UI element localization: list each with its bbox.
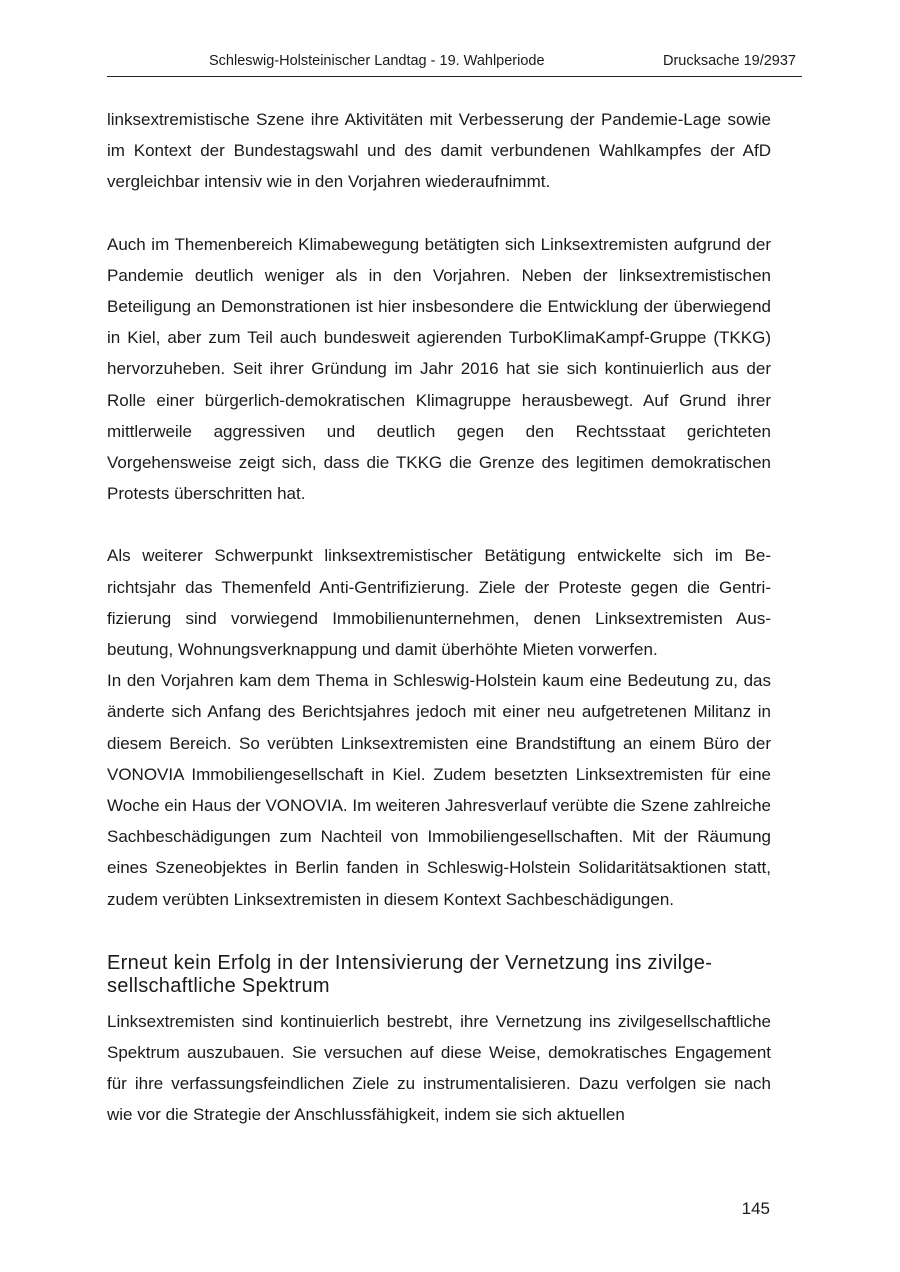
- paragraph: In den Vorjahren kam dem Thema in Schleswig-Holstein kaum eine Bedeutung zu, das änderte sich Anfang des Berichtsjahres jedoch mit einer neu aufgetretenen Militanz in diesem Bereich. So verübten Linksextremisten eine Brandstiftung an einem Büro der VONOVIA Immobiliengesellschaft in Kiel. Zudem besetzten Linksextremisten für eine Woche ein Haus der VONOVIA. Im weiteren Jahresverlauf verübte die Szene zahlreiche Sachbeschädigungen zum Nachteil von Immobiliengesellschaften. Mit der Räumung eines Szeneobjektes in Berlin fanden in Schleswig-Holstein Solidaritätsaktionen statt, zudem verübten Linksextremisten in diesem Kontext Sachbeschädigungen.: [107, 671, 771, 909]
- paragraph: Als weiterer Schwerpunkt linksextremistischer Betätigung entwickelte sich im Berichtsjahr das Themenfeld Anti-Gentrifizierung. Ziele der Proteste gegen die Gentrifizierung sind vorwiegend Immobilienunternehmen, denen Linksextremisten Ausbeutung, Wohnungsverknappung und damit überhöhte Mieten vorwerfen.: [107, 546, 771, 660]
- document-number: Drucksache 19/2937: [663, 53, 796, 69]
- paragraph: Linksextremisten sind kontinuierlich bestrebt, ihre Vernetzung ins zivilgesellschaftliche Spektrum auszubauen. Sie versuchen auf diese Weise, demokratisches Engagement für ihre verfassungsfeindlichen Ziele zu instrumentalisieren. Dazu verfolgen sie nach wie vor die Strategie der Anschlussfähigkeit, indem sie sich aktuellen: [107, 1011, 771, 1125]
- page-number: 145: [741, 1199, 770, 1218]
- page-header: [107, 50, 802, 77]
- paragraph: Auch im Themenbereich Klimabewegung betätigten sich Linksextremisten aufgrund der Pandemie deutlich weniger als in den Vorjahren. Neben der linksextremistischen Beteiligung an Demonstrationen ist hier insbesondere die Entwicklung der überwiegend in Kiel, aber zum Teil auch bundesweit agierenden TurboKlimaKampf-Gruppe (TKKG) hervorzuheben. Seit ihrer Gründung im Jahr 2016 hat sie sich kontinuierlich aus der Rolle einer bürgerlich-demokratischen Klimagruppe herausbewegt. Auf Grund ihrer mittlerweile aggressiven und deutlich gegen den Rechtsstaat gerichteten Vorgehensweise zeigt sich, dass die TKKG die Grenze des legitimen demokratischen Protests überschritten hat.: [107, 234, 771, 504]
- paragraph: linksextremistische Szene ihre Aktivitäten mit Verbesserung der Pandemie-Lage sowie im Kontext der Bundestagswahl und des damit verbundenen Wahlkampfes der AfD vergleichbar intensiv wie in den Vorjahren wiederaufnimmt.: [107, 110, 771, 192]
- document-body: [107, 104, 771, 1131]
- section-heading: Erneut kein Erfolg in der Intensivierung der Vernetzung ins zivilgesellschaftliche Spektrum: [107, 951, 712, 997]
- header-title: Schleswig-Holsteinischer Landtag - 19. Wahlperiode: [209, 53, 545, 69]
